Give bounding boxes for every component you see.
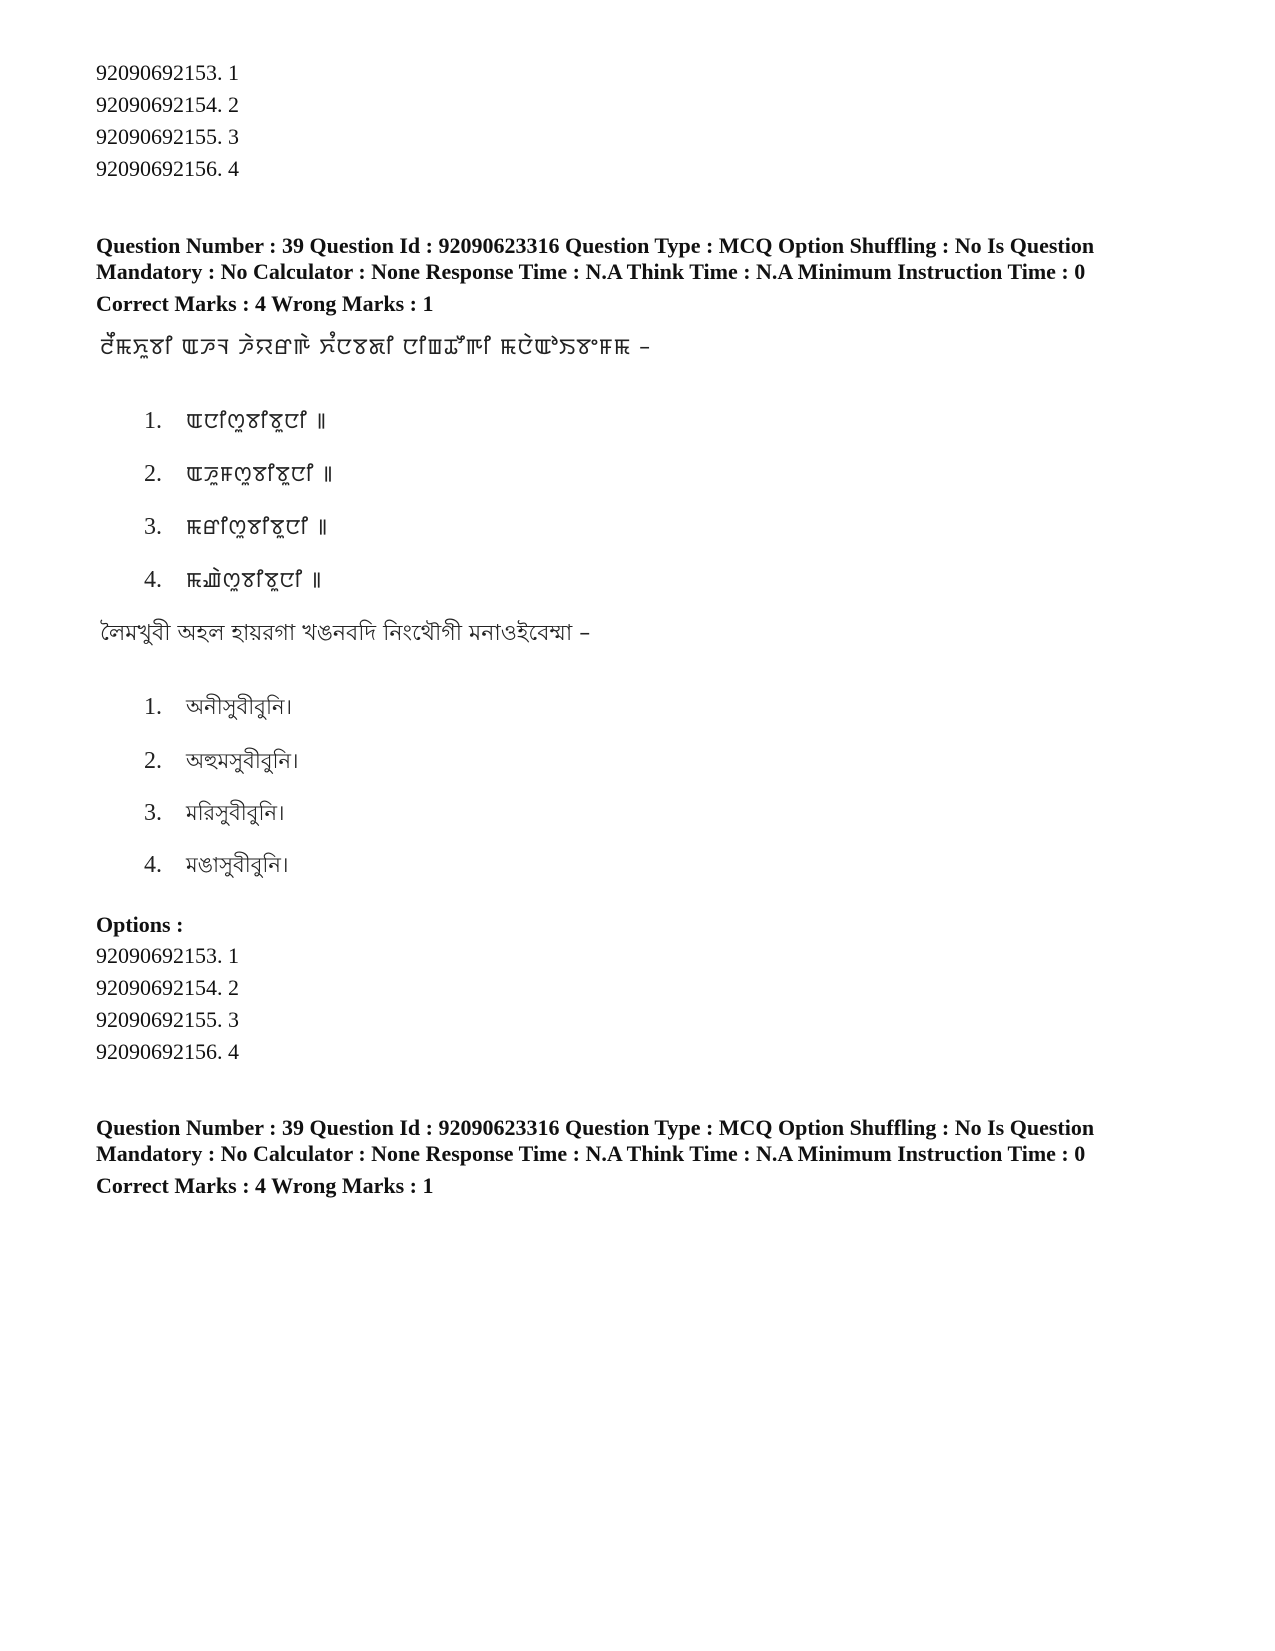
answer-option (144, 850, 288, 880)
option-id-line: 92090692153. 1 (96, 60, 239, 85)
option-id-line: 92090692155. 3 (96, 124, 239, 149)
answer-option (144, 692, 292, 722)
option-text: ꯃꯔꯤꯁꯨꯕꯤꯕꯨꯅꯤ ꯫ (186, 515, 329, 539)
option-id-line: 92090692154. 2 (96, 92, 239, 117)
option-number: 4. (144, 852, 162, 878)
option-text: মঙাসুবীবুনি। (186, 853, 289, 877)
answer-option (144, 459, 334, 489)
question-prompt-meitei: ꯂꯩꯃꯈꯨꯕꯤ ꯑꯍꯜ ꯍꯥꯌꯔꯒꯥ ꯈꯪꯅꯕꯗꯤ ꯅꯤꯡꯊꯧꯒꯤ ꯃꯅꯥꯑꯣꯏꯕꯦꯝꯃ – (100, 335, 652, 360)
option-number: 4. (144, 567, 162, 593)
answer-option (144, 798, 285, 828)
option-id-line: 92090692156. 4 (96, 156, 239, 181)
question-meta-line: Question Number : 39 Question Id : 92090623316 Question Type : MCQ Option Shuffling : No Is Question (96, 233, 1095, 258)
option-id-line: 92090692154. 2 (96, 975, 239, 1000)
option-number: 1. (144, 694, 162, 720)
option-id-line: 92090692156. 4 (96, 1039, 239, 1064)
question-marks-line: Correct Marks : 4 Wrong Marks : 1 (96, 1173, 434, 1198)
question-meta-line: Question Number : 39 Question Id : 92090623316 Question Type : MCQ Option Shuffling : No Is Question (96, 1115, 1095, 1140)
answer-option (144, 746, 299, 776)
option-text: মরিসুবীবুনি। (186, 801, 285, 825)
answer-option (144, 512, 328, 542)
answer-option (144, 406, 327, 436)
question-prompt-bengali: লৈমখুবী অহল হায়রগা খঙনবদি নিংথৌগী মনাওইবেম্মা – (100, 621, 591, 646)
option-text: ꯃꯉꯥꯁꯨꯕꯤꯕꯨꯅꯤ ꯫ (186, 568, 323, 592)
question-marks-line: Correct Marks : 4 Wrong Marks : 1 (96, 291, 434, 316)
option-text: ꯑꯅꯤꯁꯨꯕꯤꯕꯨꯅꯤ ꯫ (186, 409, 327, 433)
option-id-line: 92090692155. 3 (96, 1007, 239, 1032)
option-number: 3. (144, 514, 162, 540)
question-meta-line: Mandatory : No Calculator : None Response Time : N.A Think Time : N.A Minimum Instruction Time : 0 (96, 1141, 1086, 1166)
option-number: 2. (144, 748, 162, 774)
answer-option (144, 565, 322, 595)
question-meta-line: Mandatory : No Calculator : None Response Time : N.A Think Time : N.A Minimum Instruction Time : 0 (96, 259, 1086, 284)
option-text: অনীসুবীবুনি। (186, 695, 293, 719)
option-text: অহুমসুবীবুনি। (186, 749, 299, 773)
option-id-line: 92090692153. 1 (96, 943, 239, 968)
option-number: 1. (144, 408, 162, 434)
option-number: 2. (144, 461, 162, 487)
option-number: 3. (144, 800, 162, 826)
options-heading: Options : (96, 912, 184, 937)
option-text: ꯑꯍꯨꯝꯁꯨꯕꯤꯕꯨꯅꯤ ꯫ (186, 462, 334, 486)
